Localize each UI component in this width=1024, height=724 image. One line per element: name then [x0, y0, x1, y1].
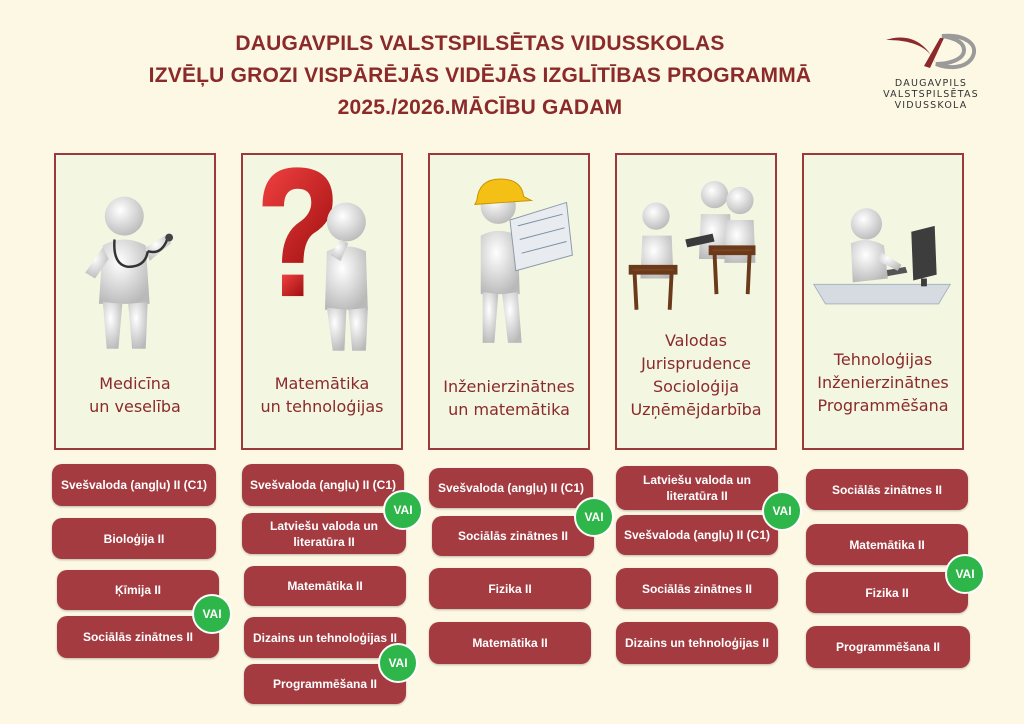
subject-pill: Bioloģija II [52, 518, 216, 559]
subject-pill: Programmēšana II [244, 664, 406, 704]
or-badge: VAI [762, 491, 802, 531]
card-math-tech [241, 153, 403, 450]
subject-pill: Latviešu valoda un literatūra II [616, 466, 778, 510]
subject-pill: Programmēšana II [806, 626, 970, 668]
card-label [56, 372, 214, 418]
subject-pill: Fizika II [806, 572, 968, 613]
card-medicine [54, 153, 216, 450]
card-label-line: un veselība [89, 397, 181, 416]
doctor-stethoscope-figure-icon [56, 155, 214, 365]
subject-pill: Dizains un tehnoloģijas II [244, 617, 406, 658]
subject-pill: Sociālās zinātnes II [616, 568, 778, 609]
or-badge: VAI [574, 497, 614, 537]
engineer-blueprint-figure-icon [430, 155, 588, 365]
card-label-line: Tehnoloģijas [833, 350, 933, 369]
card-engineering [428, 153, 590, 450]
title-line-2: IZVĒĻU GROZI VISPĀRĒJĀS VIDĒJĀS IZGLĪTĪBAS PROGRAMMĀ [148, 64, 812, 87]
card-label-line: Uzņēmējdarbība [630, 400, 762, 419]
subject-pill: Latviešu valoda un literatūra II [242, 513, 406, 554]
card-label [617, 329, 775, 421]
subject-pill: Svešvaloda (angļu) II (C1) [616, 515, 778, 555]
subject-pill: Matemātika II [244, 566, 406, 606]
card-label-line: Matemātika [274, 374, 370, 393]
school-logo-icon [884, 30, 978, 76]
subject-pill: Ķīmija II [57, 570, 219, 610]
subject-pill: Sociālās zinātnes II [432, 516, 594, 556]
card-label-line: Inženierzinātnes [443, 377, 575, 396]
card-label [430, 375, 588, 421]
card-label-line: Socioloģija [652, 377, 740, 396]
card-label [804, 348, 962, 417]
card-label-line: un tehnoloģijas [260, 397, 384, 416]
logo-line-1: DAUGAVPILS [894, 78, 968, 89]
page-title [80, 28, 880, 124]
or-badge: VAI [192, 594, 232, 634]
card-label [243, 372, 401, 418]
subject-pill: Svešvaloda (angļu) II (C1) [242, 464, 404, 506]
subject-pill: Fizika II [429, 568, 591, 609]
thinking-figure-question-mark-icon [243, 155, 401, 365]
card-languages-law [615, 153, 777, 450]
card-label-line: Medicīna [99, 374, 171, 393]
subject-pill: Sociālās zinātnes II [806, 469, 968, 510]
logo-line-2: VALSTSPILSĒTAS [883, 89, 979, 100]
logo-line-3: VIDUSSKOLA [894, 100, 968, 111]
card-label-line: Valodas [664, 331, 728, 350]
title-line-3: 2025./2026.MĀCĪBU GADAM [337, 96, 623, 119]
title-line-1: DAUGAVPILS VALSTSPILSĒTAS VIDUSSKOLAS [235, 32, 725, 55]
card-label-line: Jurisprudence [641, 354, 751, 373]
subject-pill: Dizains un tehnoloģijas II [616, 622, 778, 664]
subject-pill: Matemātika II [806, 524, 968, 565]
logo-text [876, 78, 986, 111]
card-technology [802, 153, 964, 450]
subject-pill: Svešvaloda (angļu) II (C1) [52, 464, 216, 506]
subject-pill: Sociālās zinātnes II [57, 616, 219, 658]
subject-pill: Matemātika II [429, 622, 591, 664]
school-logo [876, 30, 986, 120]
card-label-line: un matemātika [448, 400, 570, 419]
or-badge: VAI [378, 643, 418, 683]
or-badge: VAI [383, 490, 423, 530]
subject-pill: Svešvaloda (angļu) II (C1) [429, 468, 593, 508]
computer-user-figure-icon [804, 155, 962, 365]
or-badge: VAI [945, 554, 985, 594]
card-label-line: Programmēšana [817, 396, 949, 415]
card-label-line: Inženierzinātnes [817, 373, 949, 392]
